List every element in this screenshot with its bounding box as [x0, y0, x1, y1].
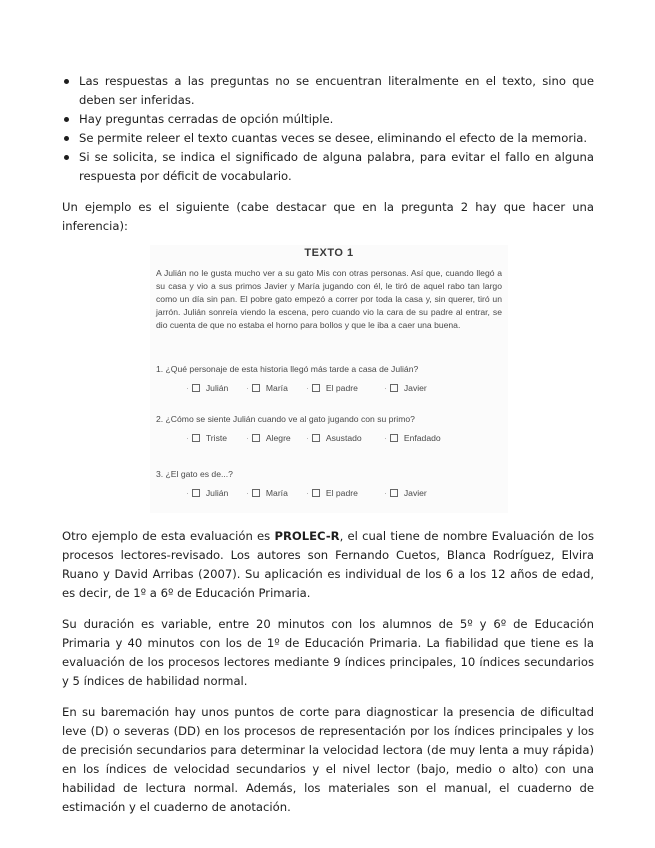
bullet-icon	[64, 155, 69, 160]
question-options	[156, 432, 502, 445]
checkbox-icon	[390, 384, 398, 392]
checkbox-icon	[192, 384, 200, 392]
document-page	[62, 72, 594, 817]
checkbox-icon	[312, 384, 320, 392]
bullet-icon	[64, 136, 69, 141]
feature-list	[62, 72, 594, 186]
question-options	[156, 382, 502, 395]
scoring-paragraph: En su baremación hay unos puntos de corte para diagnosticar la presencia de dificultad leve (D) o severas (DD) en los procesos de representación por los índices principales y los de precisión secundarios para determinar la velocidad lectora (de muy lenta a muy rápida) en los índices de velocidad secundarios y el nivel lector (bajo, medio o alto) con una habilidad de lectura normal. Además, los materiales son el manual, el cuaderno de estimación y el cuaderno de anotación.	[62, 705, 594, 814]
option: · El padre	[306, 383, 358, 393]
figure-passage: A Julián no le gusta mucho ver a su gato Mis con otras personas. Así que, cuando llegó a su casa y vio a sus primos Javier y María jugando con él, le tiró de aquel rabo tan largo como un día sin pan. El pobre gato empezó a correr por toda la casa y, sin querer, tiró un jarrón. Julián sonreía viendo la escena, pero cuando vio la cara de su padre al entrar, se dio cuenta de que no estaba el horno para bollos y que le iba a caer una buena.	[156, 268, 502, 330]
checkbox-icon	[390, 489, 398, 497]
bullet-icon	[64, 79, 69, 84]
test-figure	[150, 245, 508, 513]
example-intro: Un ejemplo es el siguiente (cabe destacar que en la pregunta 2 hay que hacer una inferencia):	[62, 200, 594, 233]
option: · Javier	[384, 383, 427, 393]
question-2	[156, 413, 502, 445]
checkbox-icon	[252, 434, 260, 442]
checkbox-icon	[192, 434, 200, 442]
question-options	[156, 487, 502, 500]
duration-paragraph: Su duración es variable, entre 20 minutos con los alumnos de 5º y 6º de Educación Primaria y 40 minutos con los de 1º de Educación Primaria. La fiabilidad que tiene es la evaluación de los procesos lectores mediante 9 índices principales, 10 índices secundarios y 5 índices de habilidad normal.	[62, 617, 594, 688]
option: · María	[246, 488, 288, 498]
question-text: 2. ¿Cómo se siente Julián cuando ve al gato jugando con su primo?	[156, 414, 415, 424]
question-text: 1. ¿Qué personaje de esta historia llegó más tarde a casa de Julián?	[156, 364, 419, 374]
option: · Triste	[186, 433, 228, 443]
checkbox-icon	[192, 489, 200, 497]
option: · Javier	[384, 488, 427, 498]
checkbox-icon	[252, 489, 260, 497]
checkbox-icon	[312, 489, 320, 497]
option: · Asustado	[306, 433, 362, 443]
list-item: Si se solicita, se indica el significado de alguna palabra, para evitar el fallo en alguna respuesta por déficit de vocabulario.	[62, 148, 594, 186]
question-3	[156, 468, 502, 500]
question-text: 3. ¿El gato es de...?	[156, 469, 233, 479]
question-1	[156, 363, 502, 395]
checkbox-icon	[390, 434, 398, 442]
option: · Enfadado	[384, 433, 441, 443]
prolec-name: PROLEC-R	[274, 529, 340, 543]
bullet-icon	[64, 117, 69, 122]
prolec-paragraph: Otro ejemplo de esta evaluación es PROLEC-R, el cual tiene de nombre Evaluación de los procesos lectores-revisado. Los autores son Fernando Cuetos, Blanca Rodríguez, Elvira Ruano y David Arribas (2007). Su aplicación es individual de los 6 a los 12 años de edad, es decir, de 1º a 6º de Educación Primaria.	[62, 529, 595, 600]
list-item: Las respuestas a las preguntas no se encuentran literalmente en el texto, sino que deben ser inferidas.	[62, 72, 594, 110]
figure-title: TEXTO 1	[304, 247, 354, 259]
option: · Julián	[186, 488, 229, 498]
list-item: Hay preguntas cerradas de opción múltiple.	[62, 110, 594, 129]
list-item: Se permite releer el texto cuantas veces se desee, eliminando el efecto de la memoria.	[62, 129, 594, 148]
option: · Alegre	[246, 433, 291, 443]
option: · El padre	[306, 488, 358, 498]
checkbox-icon	[312, 434, 320, 442]
checkbox-icon	[252, 384, 260, 392]
option: · María	[246, 383, 288, 393]
option: · Julián	[186, 383, 229, 393]
